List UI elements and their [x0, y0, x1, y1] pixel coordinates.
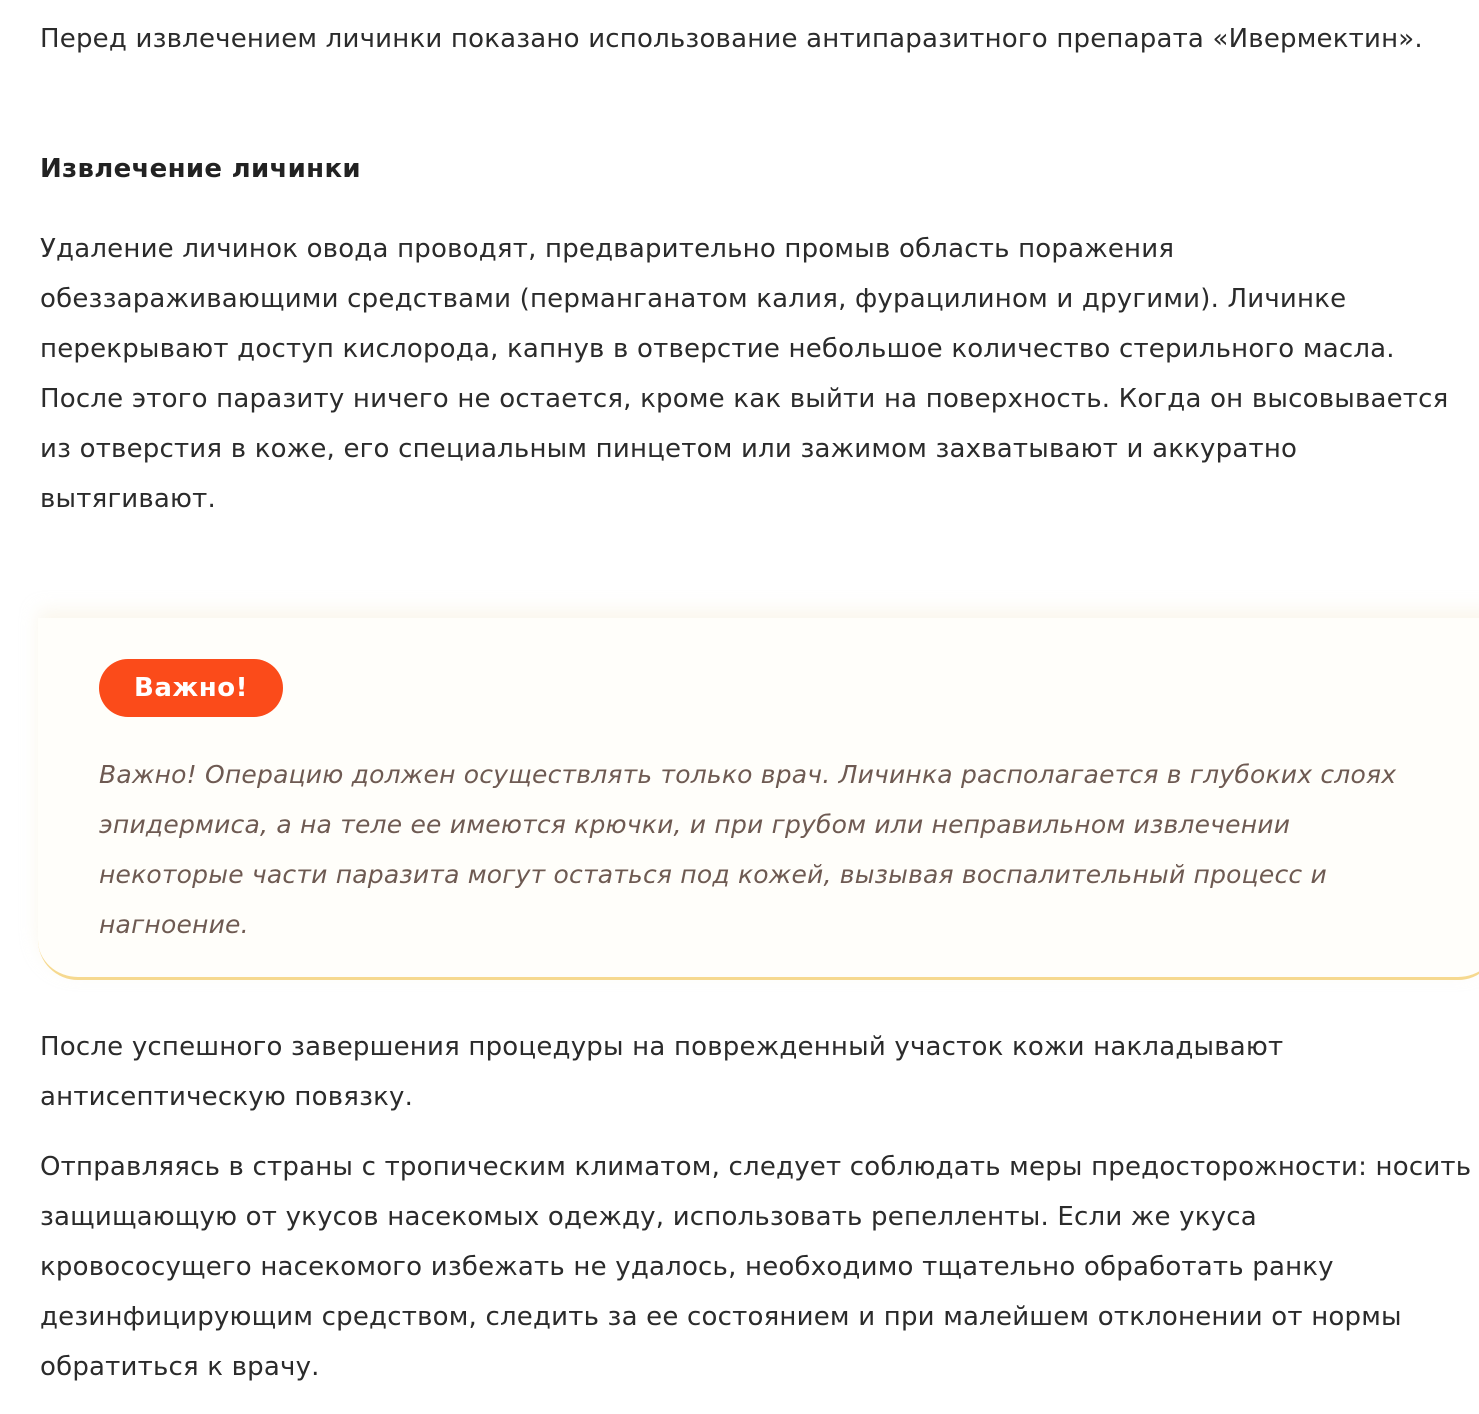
paragraph-removal: Удаление личинок овода проводят, предварительно промыв область поражения обеззараживающими средствами (перманганатом калия, фурацилином и другими). Личинке перекрывают доступ кислорода, капнув в отверстие небольшое количество стерильного масла. После этого паразиту ничего не остается, кроме как выйти на поверхность. Когда он высовывается из отверстия в коже, его специальным пинцетом или зажимом захватывают и аккуратно вытягивают. — [40, 234, 1449, 514]
important-badge: Важно! — [99, 659, 283, 717]
important-callout-text: Важно! Операцию должен осуществлять только врач. Личинка располагается в глубоких слоях эпидермиса, а на теле ее имеются крючки, и при грубом или неправильном извлечении некоторые части паразита могут остаться под кожей, вызывая воспалительный процесс и нагноение. — [99, 760, 1397, 939]
paragraph-intro: Перед извлечением личинки показано использование антипаразитного препарата «Ивермектин». — [40, 24, 1423, 54]
important-callout — [38, 618, 1479, 980]
paragraph-after-procedure: После успешного завершения процедуры на поврежденный участок кожи накладывают антисептическую повязку. — [40, 1032, 1284, 1112]
paragraph-prevention: Отправляясь в страны с тропическим климатом, следует соблюдать меры предосторожности: носить защищающую от укусов насекомых одежду, использовать репелленты. Если же укуса кровососущего насекомого избежать не удалось, необходимо тщательно обработать ранку дезинфицирующим средством, следить за ее состоянием и при малейшем отклонении от нормы обратиться к врачу. — [40, 1152, 1472, 1382]
section-heading: Извлечение личинки — [40, 154, 361, 184]
